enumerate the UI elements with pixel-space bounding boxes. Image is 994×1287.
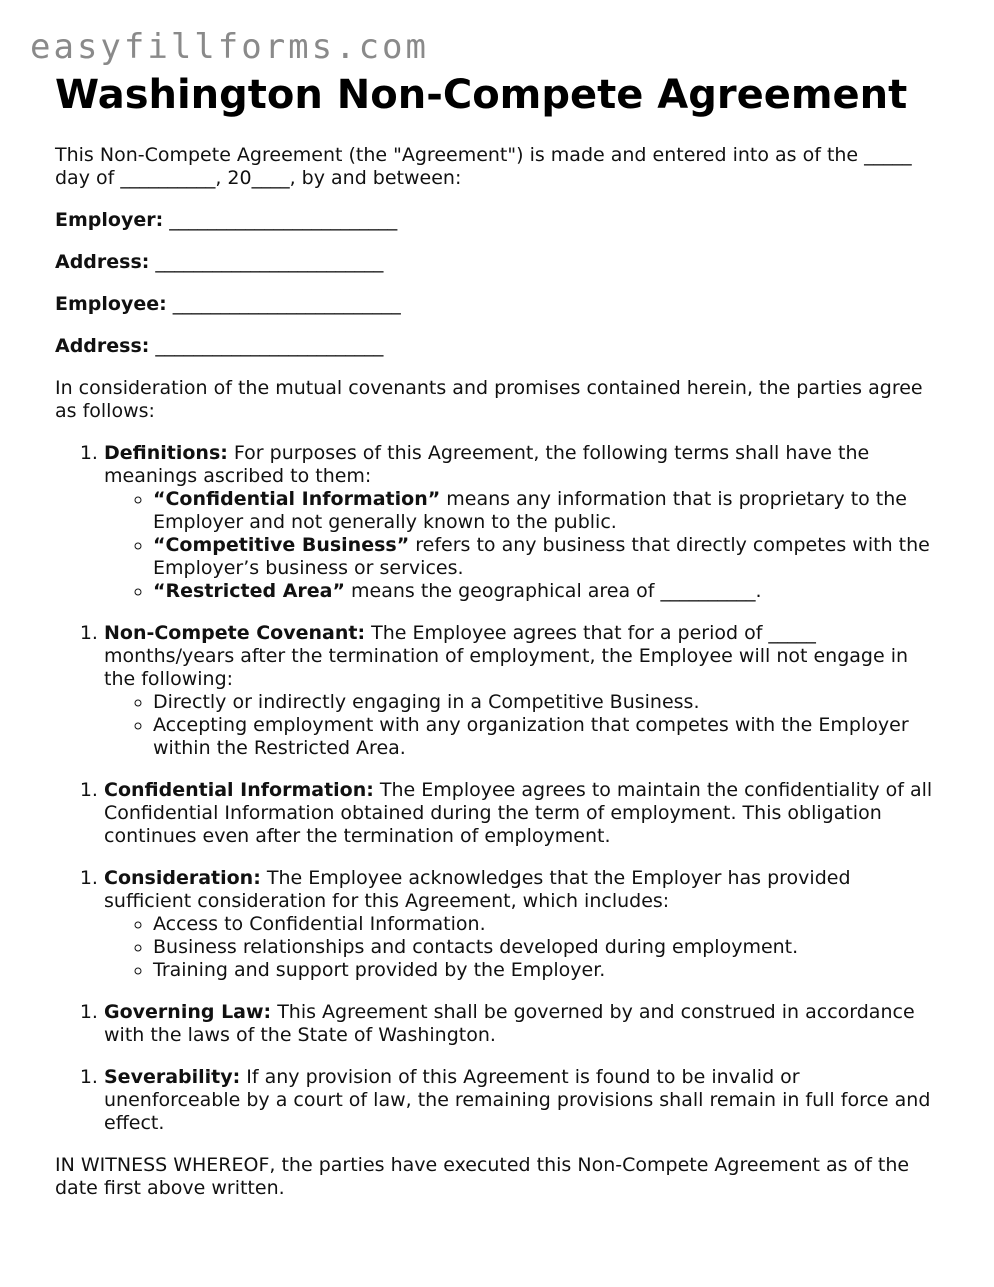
section-item <box>104 779 940 848</box>
list-item <box>153 580 940 603</box>
section-confidential-information <box>55 779 940 848</box>
field-blank: ________________________ <box>163 209 398 231</box>
field-blank: ________________________ <box>166 293 401 315</box>
employee-address-field <box>55 335 940 358</box>
section-item <box>104 622 940 760</box>
list-item: ◦ Business relationships and contacts developed during employment. <box>153 936 940 959</box>
term: “Restricted Area” <box>153 580 345 602</box>
list-item: ◦ Accepting employment with any organization that competes with the Employer within the Restricted Area. <box>153 714 940 760</box>
section-text: The Employee agrees that for a period of _____ months/years after the termination of employment, the Employee will not engage in the following: <box>104 622 909 690</box>
section-text: The Employee acknowledges that the Employer has provided sufficient consideration for this Agreement, which includes: <box>104 867 851 912</box>
field-label: Address: <box>55 335 150 357</box>
section-item <box>104 442 940 603</box>
list-item <box>153 534 940 580</box>
section-heading: Definitions: <box>104 442 228 464</box>
watermark: easyfillforms.com <box>30 27 429 67</box>
section-severability <box>55 1066 940 1135</box>
document-page <box>55 72 940 1200</box>
term-definition: means any information that is proprietary to the Employer and not generally known to the public. <box>153 488 907 533</box>
section-text: For purposes of this Agreement, the following terms shall have the meanings ascribed to them: <box>104 442 870 487</box>
field-label: Address: <box>55 251 150 273</box>
consideration-intro: In consideration of the mutual covenants and promises contained herein, the parties agree as follows: <box>55 377 923 422</box>
section-item <box>104 1066 940 1135</box>
section-text: The Employee agrees to maintain the confidentiality of all Confidential Information obtained during the term of employment. This obligation continues even after the termination of employment. <box>104 779 933 847</box>
term: “Confidential Information” <box>153 488 441 510</box>
section-definitions <box>55 442 940 603</box>
section-text: If any provision of this Agreement is found to be invalid or unenforceable by a court of law, the remaining provisions shall remain in full force and effect. <box>104 1066 931 1134</box>
section-heading: Confidential Information: <box>104 779 374 801</box>
list-item: ◦ Access to Confidential Information. <box>153 913 940 936</box>
term: “Competitive Business” <box>153 534 410 556</box>
list-item: ◦ Training and support provided by the Employer. <box>153 959 940 982</box>
intro-paragraph: This Non-Compete Agreement (the "Agreement") is made and entered into as of the _____ day of __________, 20____, by and between: <box>55 144 912 189</box>
section-text: This Agreement shall be governed by and construed in accordance with the laws of the State of Washington. <box>104 1001 915 1046</box>
employer-address-field <box>55 251 940 274</box>
section-non-compete <box>55 622 940 760</box>
term-definition: means the geographical area of __________. <box>345 580 762 602</box>
section-heading: Governing Law: <box>104 1001 272 1023</box>
list-item <box>153 488 940 534</box>
field-blank: ________________________ <box>149 335 384 357</box>
sub-list <box>104 691 940 760</box>
witness-paragraph: IN WITNESS WHEREOF, the parties have executed this Non-Compete Agreement as of the date first above written. <box>55 1154 910 1199</box>
section-governing-law <box>55 1001 940 1047</box>
employer-field <box>55 209 940 232</box>
section-heading: Severability: <box>104 1066 241 1088</box>
section-heading: Consideration: <box>104 867 261 889</box>
page-title: Washington Non-Compete Agreement <box>55 72 908 118</box>
field-label: Employee: <box>55 293 167 315</box>
term-definition: refers to any business that directly competes with the Employer’s business or services. <box>153 534 930 579</box>
list-item: ◦ Directly or indirectly engaging in a Competitive Business. <box>153 691 940 714</box>
field-label: Employer: <box>55 209 164 231</box>
section-heading: Non-Compete Covenant: <box>104 622 366 644</box>
employee-field <box>55 293 940 316</box>
sub-list <box>104 488 940 603</box>
section-consideration <box>55 867 940 982</box>
sub-list <box>104 913 940 982</box>
field-blank: ________________________ <box>149 251 384 273</box>
section-item <box>104 1001 940 1047</box>
section-item <box>104 867 940 982</box>
